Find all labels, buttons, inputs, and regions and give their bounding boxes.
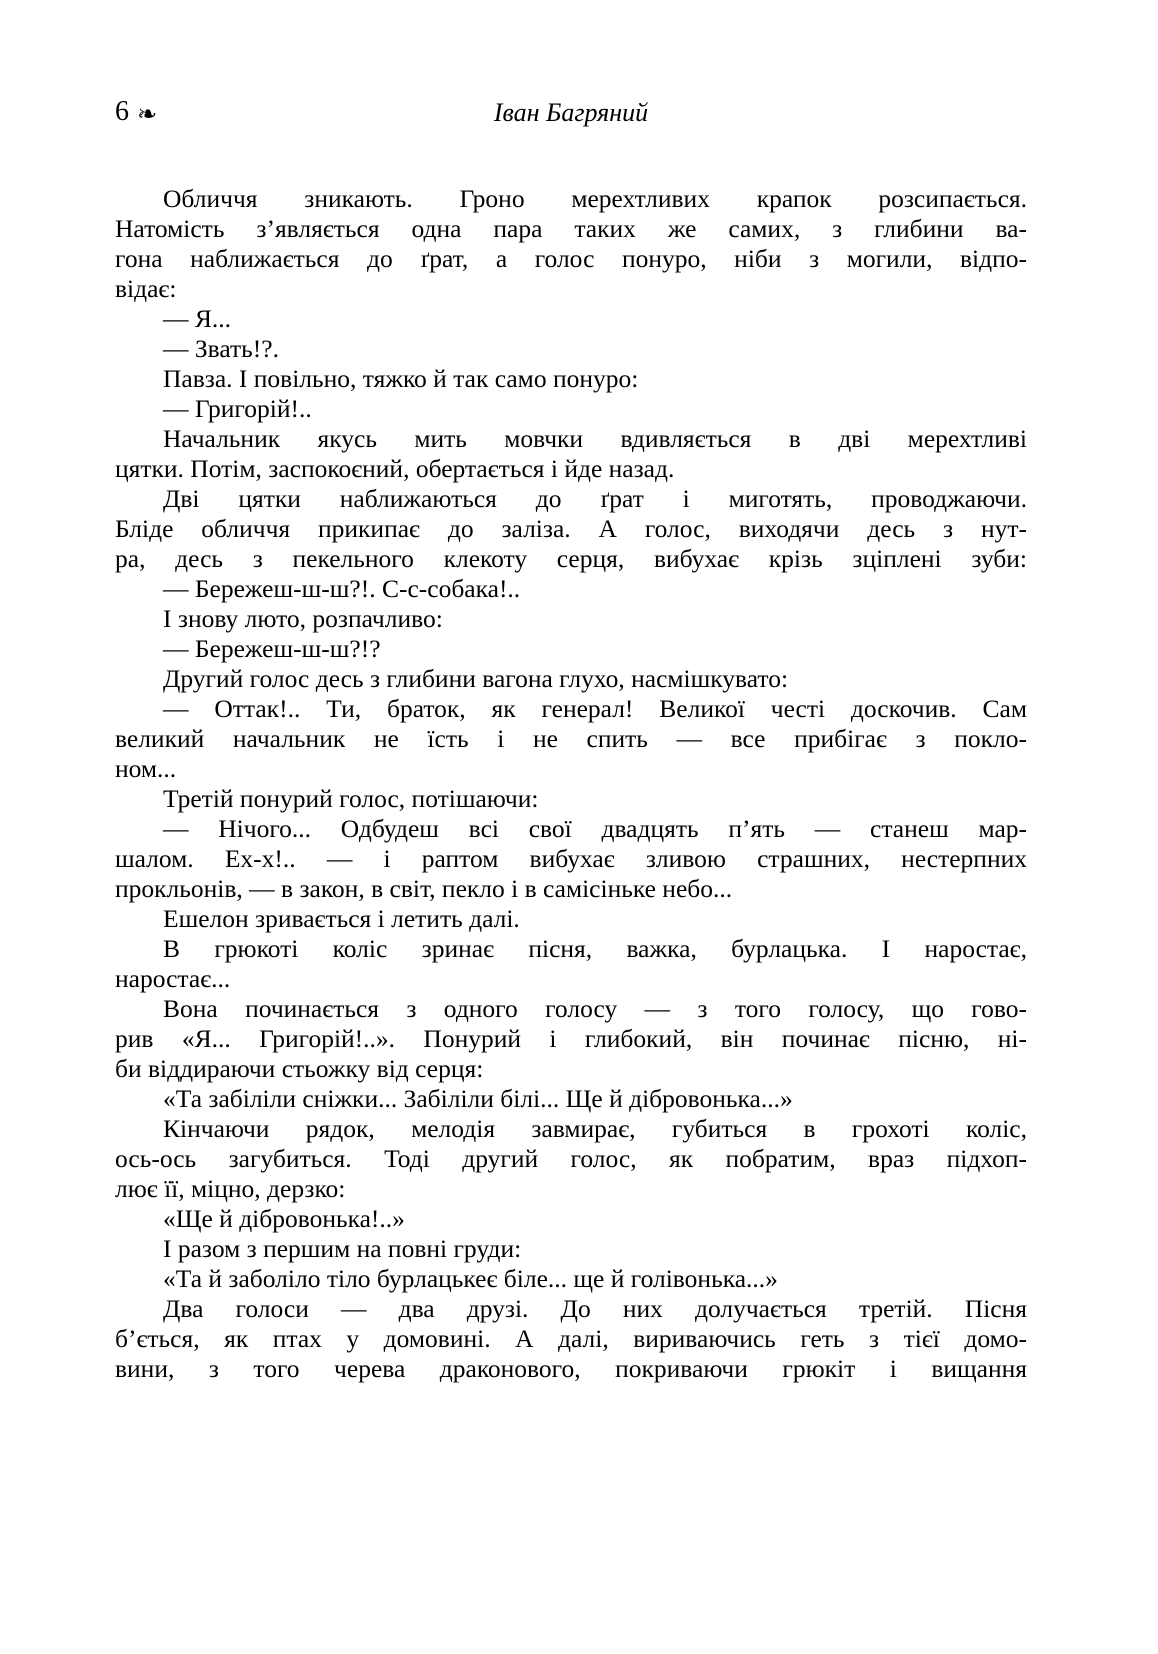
text-line: ось-ось загубиться. Тоді другий голос, як побратим, враз підхоп- bbox=[115, 1144, 1027, 1173]
text-line: вини, з того черева драконового, покриваючи грюкіт і вищання bbox=[115, 1354, 1027, 1383]
text-line: — Звать!?. bbox=[163, 334, 279, 363]
text-line: В грюкоті коліс зринає пісня, важка, бурлацька. І наростає, bbox=[163, 934, 1027, 963]
running-header bbox=[115, 96, 1027, 130]
text-line: «Та забіліли сніжки... Забіліли білі... Ще й дібровонька...» bbox=[163, 1084, 793, 1113]
text-line: Третій понурий голос, потішаючи: bbox=[163, 784, 539, 813]
text-line: — Бережеш-ш-ш?!? bbox=[163, 634, 381, 663]
text-line: І разом з першим на повні груди: bbox=[163, 1234, 522, 1263]
text-line: Дві цятки наближаються до ґрат і миготять, проводжаючи. bbox=[163, 484, 1027, 513]
text-line: — Оттак!.. Ти, браток, як генерал! Великої честі доскочив. Сам bbox=[163, 694, 1027, 723]
fleuron-ornament-icon: ❧ bbox=[137, 100, 158, 128]
text-line: ра, десь з пекельного клекоту серця, вибухає крізь зціплені зуби: bbox=[115, 544, 1027, 573]
text-line: ном... bbox=[115, 754, 177, 783]
text-line: цятки. Потім, заспокоєний, обертається і йде назад. bbox=[115, 454, 675, 483]
text-line: Кінчаючи рядок, мелодія завмирає, губиться в грохоті коліс, bbox=[163, 1114, 1027, 1143]
text-line: І знову люто, розпачливо: bbox=[163, 604, 443, 633]
text-line: — Бережеш-ш-ш?!. С-с-собака!.. bbox=[163, 574, 521, 603]
text-line: Обличчя зникають. Гроно мерехтливих крапок розсипається. bbox=[163, 184, 1027, 213]
text-line: Бліде обличчя прикипає до заліза. А голос, виходячи десь з нут- bbox=[115, 514, 1027, 543]
text-line: Два голоси — два друзі. До них долучається третій. Пісня bbox=[163, 1294, 1027, 1323]
text-line: Вона починається з одного голосу — з того голосу, що гово- bbox=[163, 994, 1027, 1023]
text-line: — Григорій!.. bbox=[163, 394, 312, 423]
text-line: «Ще й дібровонька!..» bbox=[163, 1204, 405, 1233]
text-line: Другий голос десь з глибини вагона глухо, насмішкувато: bbox=[163, 664, 789, 693]
text-line: Ешелон зривається і летить далі. bbox=[163, 904, 520, 933]
text-line: б’ється, як птах у домовині. А далі, вириваючись геть з тієї домо- bbox=[115, 1324, 1027, 1353]
text-line: відає: bbox=[115, 274, 177, 303]
text-line: гона наближається до ґрат, а голос понуро, ніби з могили, відпо- bbox=[115, 244, 1027, 273]
text-line: би віддираючи стьожку від серця: bbox=[115, 1054, 484, 1083]
text-line: — Я... bbox=[163, 304, 232, 333]
text-line: наростає... bbox=[115, 964, 231, 993]
text-line: шалом. Ех-х!.. — і раптом вибухає зливою страшних, нестерпних bbox=[115, 844, 1027, 873]
text-line: великий начальник не їсть і не спить — все прибігає з покло- bbox=[115, 724, 1027, 753]
text-line: — Нічого... Одбудеш всі свої двадцять п’ять — станеш мар- bbox=[163, 814, 1027, 843]
text-line: Натомість з’являється одна пара таких же самих, з глибини ва- bbox=[115, 214, 1027, 243]
running-title: Іван Багряний bbox=[493, 98, 649, 127]
page-number-value: 6 bbox=[115, 96, 129, 127]
text-line: Павза. І повільно, тяжко й так само понуро: bbox=[163, 364, 639, 393]
text-line: рив «Я... Григорій!..». Понурий і глибокий, він починає пісню, ні- bbox=[115, 1024, 1027, 1053]
text-line: лює її, міцно, дерзко: bbox=[115, 1174, 346, 1203]
text-line: «Та й заболіло тіло бурлацькеє біле... ще й голівонька...» bbox=[163, 1264, 778, 1293]
text-line: Начальник якусь мить мовчки вдивляється в дві мерехтливі bbox=[163, 424, 1027, 453]
text-line: прокльонів, — в закон, в світ, пекло і в самісіньке небо... bbox=[115, 874, 733, 903]
body-text bbox=[115, 184, 1027, 1384]
